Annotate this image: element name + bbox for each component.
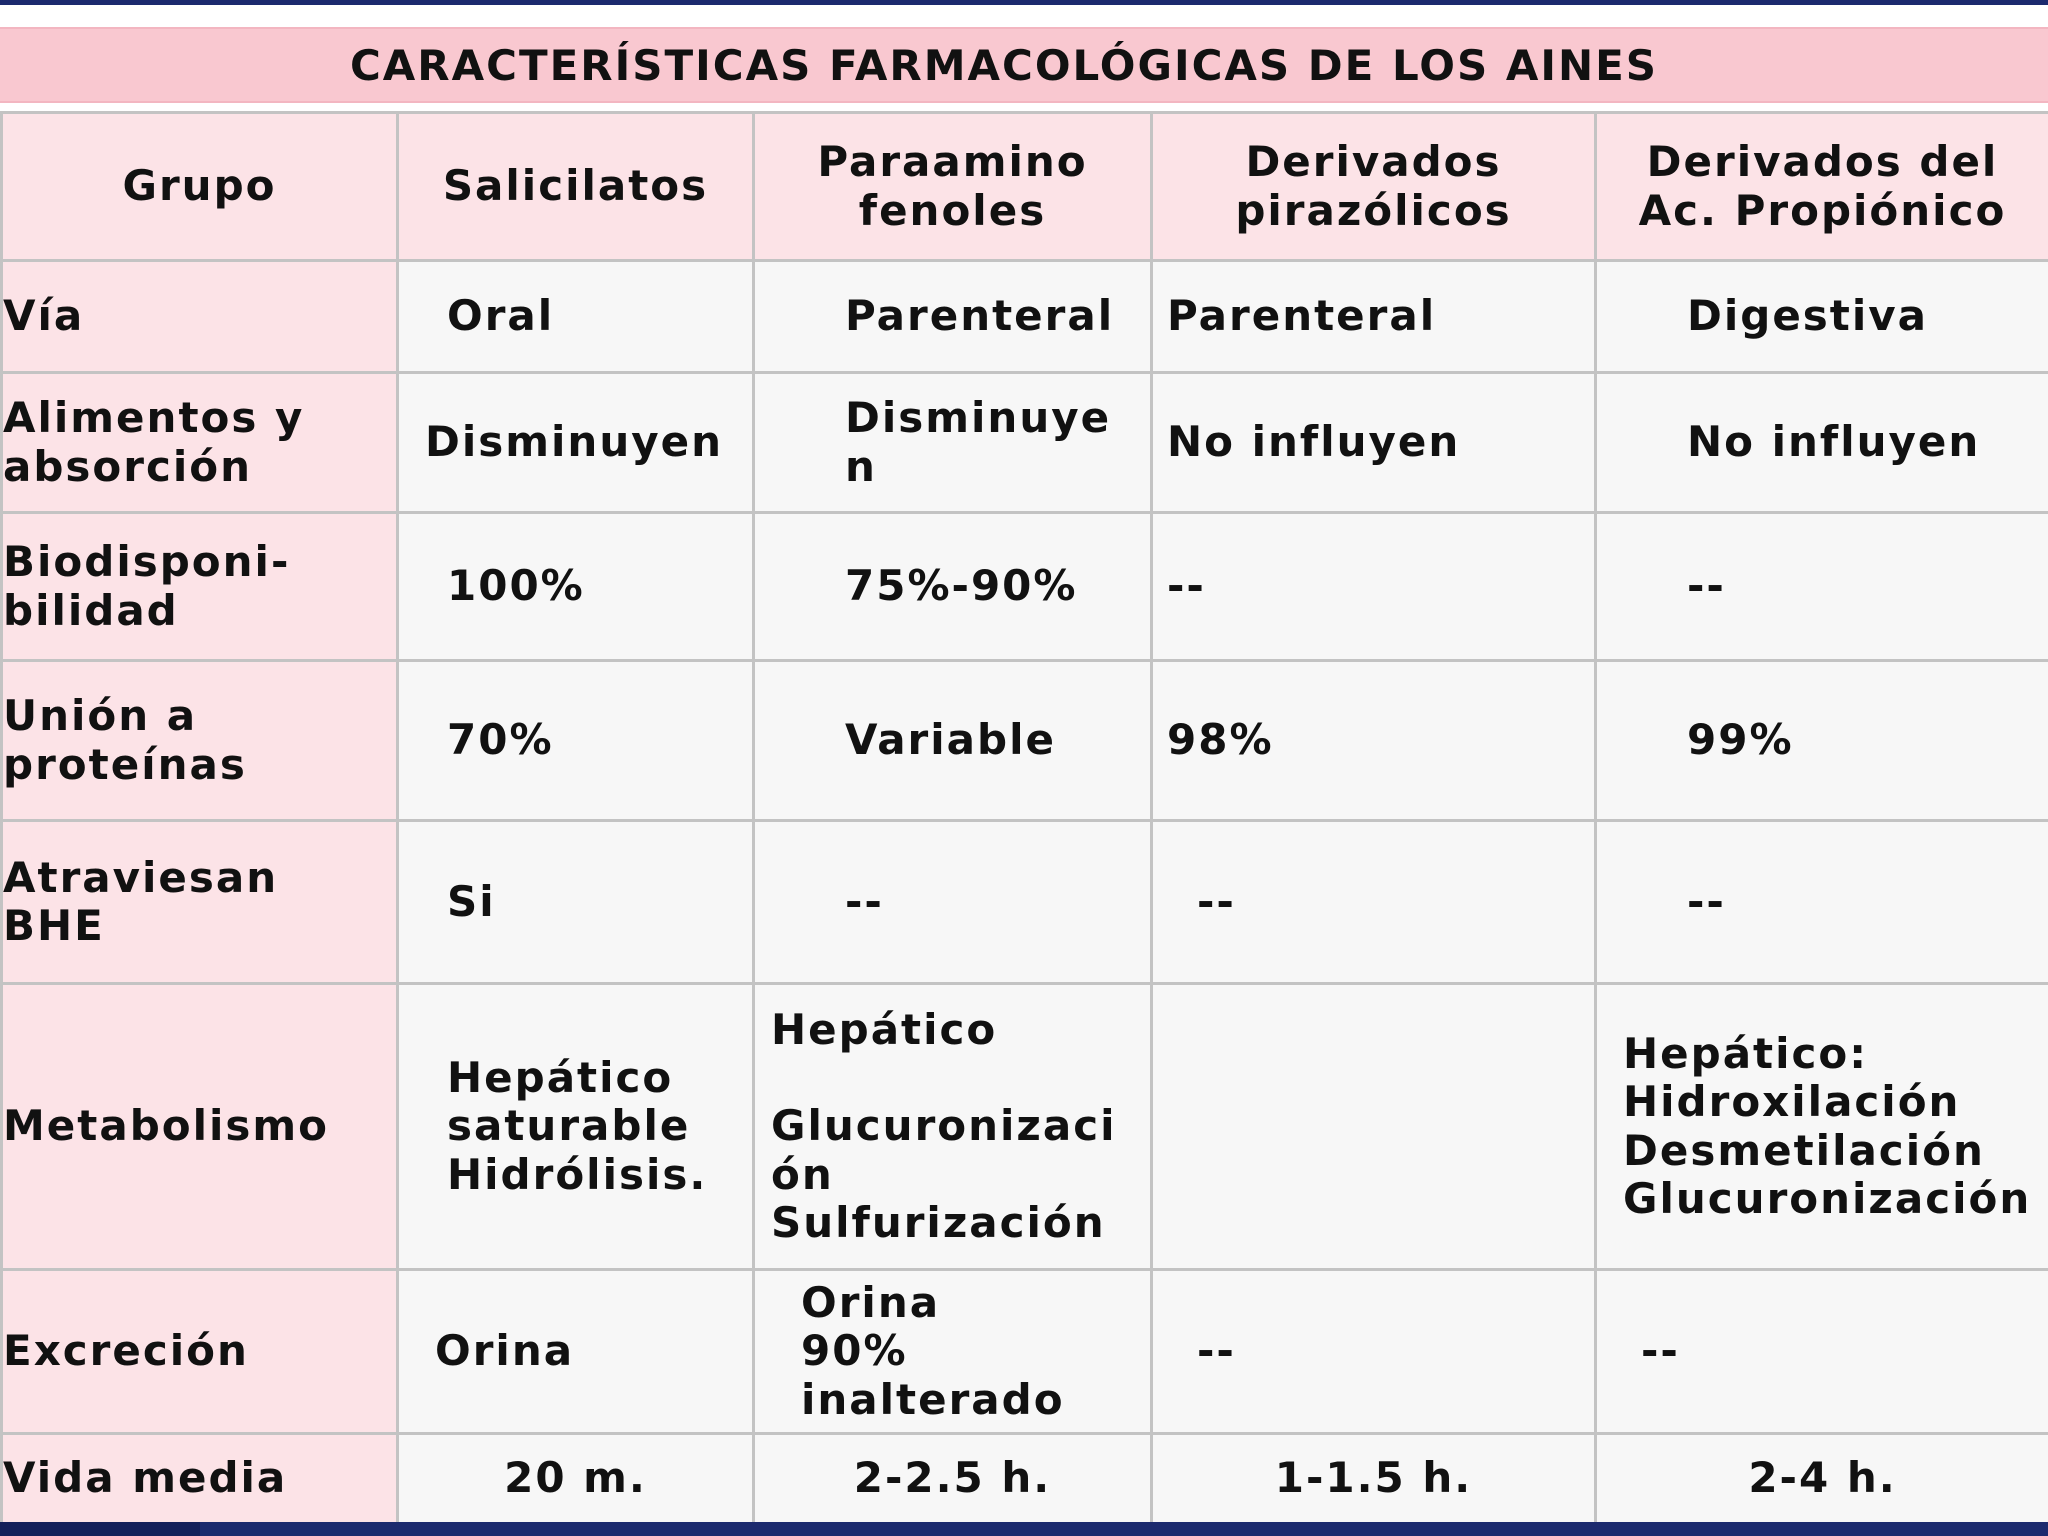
cell-salicilatos: 100% bbox=[398, 513, 754, 661]
cell-salicilatos: Orina bbox=[398, 1270, 754, 1434]
cell-paraamino: Variable bbox=[754, 661, 1152, 821]
table-row-metabolismo bbox=[2, 984, 2048, 1270]
table-row-union-proteinas bbox=[2, 661, 2048, 821]
cell-propionico: -- bbox=[1596, 821, 2048, 984]
row-label: Vía bbox=[2, 261, 398, 373]
bottom-band bbox=[0, 1522, 2048, 1536]
cell-paraamino: Hepático Glucuronizaci ón Sulfurización bbox=[754, 984, 1152, 1270]
cell-salicilatos: Oral bbox=[398, 261, 754, 373]
header-derivados-propionico: Derivados del Ac. Propiónico bbox=[1596, 113, 2048, 261]
cell-pirazolicos: -- bbox=[1152, 1270, 1596, 1434]
cell-salicilatos: Disminuyen bbox=[398, 373, 754, 513]
table-header-row bbox=[2, 113, 2048, 261]
header-salicilatos: Salicilatos bbox=[398, 113, 754, 261]
cell-salicilatos: Hepático saturable Hidrólisis. bbox=[398, 984, 754, 1270]
table-row-alimentos bbox=[2, 373, 2048, 513]
table-row-atraviesan-bhe bbox=[2, 821, 2048, 984]
slide bbox=[0, 5, 2048, 1524]
cell-paraamino: 75%-90% bbox=[754, 513, 1152, 661]
header-grupo: Grupo bbox=[2, 113, 398, 261]
cell-propionico: Digestiva bbox=[1596, 261, 2048, 373]
row-label: Excreción bbox=[2, 1270, 398, 1434]
row-label: Vida media bbox=[2, 1434, 398, 1524]
cell-pirazolicos: Parenteral bbox=[1152, 261, 1596, 373]
row-label: Unión a proteínas bbox=[2, 661, 398, 821]
cell-pirazolicos: -- bbox=[1152, 513, 1596, 661]
cell-pirazolicos bbox=[1152, 984, 1596, 1270]
aines-table bbox=[0, 111, 2048, 1525]
cell-paraamino: Orina 90% inalterado bbox=[754, 1270, 1152, 1434]
header-derivados-pirazolicos: Derivados pirazólicos bbox=[1152, 113, 1596, 261]
cell-pirazolicos: 98% bbox=[1152, 661, 1596, 821]
row-label: Biodisponi- bilidad bbox=[2, 513, 398, 661]
cell-propionico: -- bbox=[1596, 1270, 2048, 1434]
table-row-via bbox=[2, 261, 2048, 373]
cell-salicilatos: Si bbox=[398, 821, 754, 984]
cell-pirazolicos: No influyen bbox=[1152, 373, 1596, 513]
row-label: Atraviesan BHE bbox=[2, 821, 398, 984]
cell-paraamino: 2-2.5 h. bbox=[754, 1434, 1152, 1524]
cell-paraamino: -- bbox=[754, 821, 1152, 984]
cell-propionico: -- bbox=[1596, 513, 2048, 661]
table-row-biodisponibilidad bbox=[2, 513, 2048, 661]
table-row-vida-media bbox=[2, 1434, 2048, 1524]
cell-propionico: 99% bbox=[1596, 661, 2048, 821]
header-paraamino-fenoles: Paraamino fenoles bbox=[754, 113, 1152, 261]
cell-propionico: Hepático: Hidroxilación Desmetilación Glucuronización bbox=[1596, 984, 2048, 1270]
row-label: Alimentos y absorción bbox=[2, 373, 398, 513]
row-label: Metabolismo bbox=[2, 984, 398, 1270]
cell-pirazolicos: 1-1.5 h. bbox=[1152, 1434, 1596, 1524]
table-row-excrecion bbox=[2, 1270, 2048, 1434]
cell-paraamino: Disminuye n bbox=[754, 373, 1152, 513]
cell-pirazolicos: -- bbox=[1152, 821, 1596, 984]
cell-propionico: No influyen bbox=[1596, 373, 2048, 513]
cell-salicilatos: 70% bbox=[398, 661, 754, 821]
cell-propionico: 2-4 h. bbox=[1596, 1434, 2048, 1524]
title-bar bbox=[0, 27, 2048, 103]
slide-title: CARACTERÍSTICAS FARMACOLÓGICAS DE LOS AINES bbox=[349, 40, 1659, 90]
cell-salicilatos: 20 m. bbox=[398, 1434, 754, 1524]
cell-paraamino: Parenteral bbox=[754, 261, 1152, 373]
